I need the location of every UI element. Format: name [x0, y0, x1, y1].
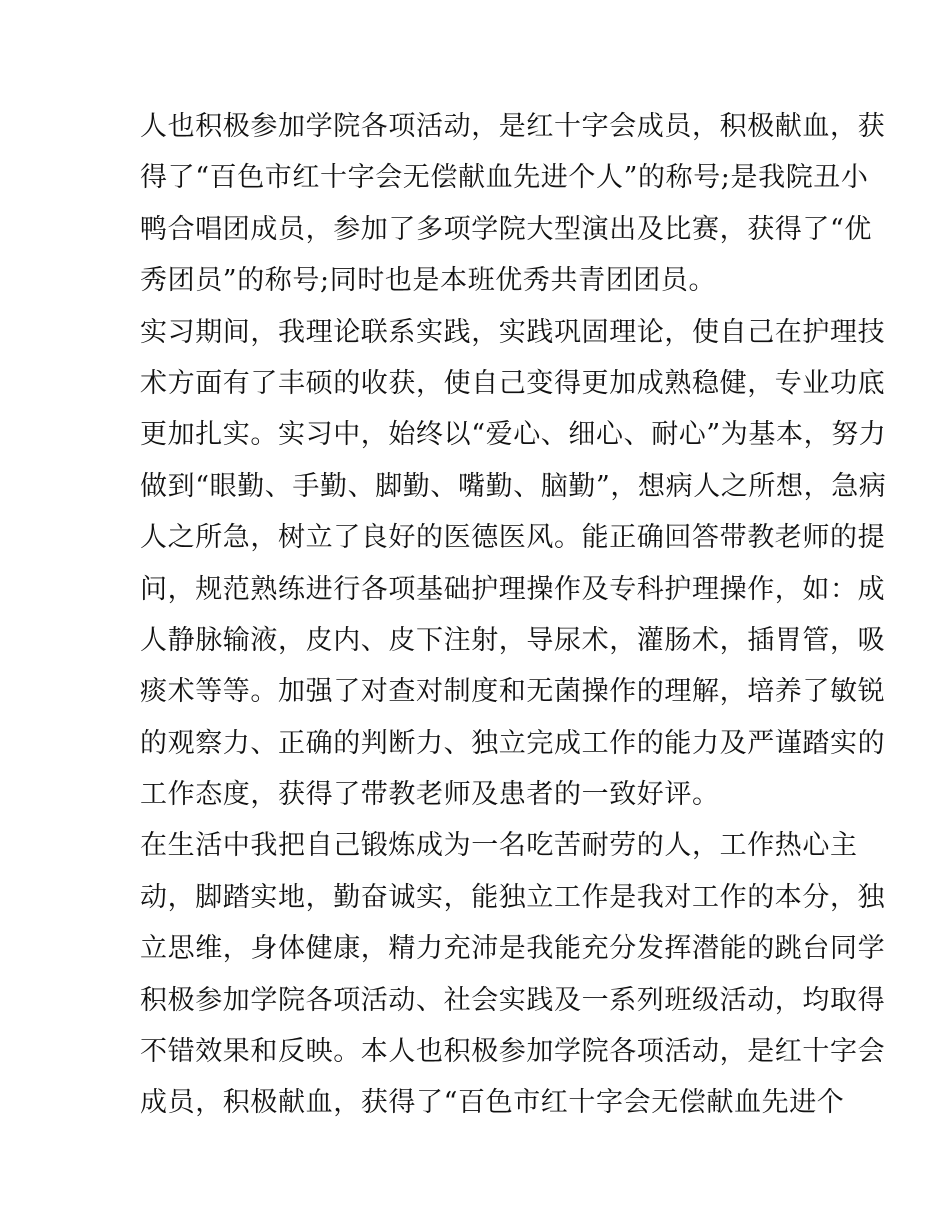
- text-line: 秀团员”的称号;同时也是本班优秀共青团团员。: [140, 265, 717, 297]
- text-line: 问，规范熟练进行各项基础护理操作及专科护理操作，如：成: [140, 573, 886, 605]
- text-line: 人也积极参加学院各项活动，是红十字会成员，积极献血，获: [140, 111, 886, 142]
- text-line: 动，脚踏实地，勤奋诚实，能独立工作是我对工作的本分，独: [140, 881, 886, 913]
- text-line: 人之所急，树立了良好的医德医风。能正确回答带教老师的提: [140, 522, 886, 554]
- text-line: 工作态度，获得了带教老师及患者的一致好评。: [140, 779, 720, 811]
- text-line: 更加扎实。实习中，始终以“爱心、细心、耐心”为基本，努力: [140, 419, 887, 451]
- text-line: 鸭合唱团成员，参加了多项学院大型演出及比赛，获得了“优: [140, 213, 873, 245]
- text-line: 在生活中我把自己锻炼成为一名吃苦耐劳的人，工作热心主: [140, 830, 858, 862]
- text-line: 实习期间，我理论联系实践，实践巩固理论，使自己在护理技: [140, 316, 886, 348]
- text-line: 做到“眼勤、手勤、脚勤、嘴勤、脑勤”，想病人之所想，急病: [140, 470, 887, 502]
- text-line: 人静脉输液，皮内、皮下注射，导尿术，灌肠术，插胃管，吸: [140, 624, 886, 656]
- text-line: 术方面有了丰硕的收获，使自己变得更加成熟稳健，专业功底: [140, 367, 886, 399]
- body-text: [140, 101, 887, 1129]
- text-line: 不错效果和反映。本人也积极参加学院各项活动，是红十字会: [140, 1036, 886, 1068]
- text-line: 的观察力、正确的判断力、独立完成工作的能力及严谨踏实的: [140, 727, 886, 759]
- text-line: 得了“百色市红十字会无偿献血先进个人”的称号;是我院丑小: [140, 162, 869, 194]
- text-line: 立思维，身体健康，精力充沛是我能充分发挥潜能的跳台同学: [140, 933, 886, 965]
- text-line: 成员，积极献血，获得了“百色市红十字会无偿献血先进个: [140, 1087, 845, 1119]
- text-line: 痰术等等。加强了对查对制度和无菌操作的理解，培养了敏锐: [140, 676, 886, 708]
- text-line: 积极参加学院各项活动、社会实践及一系列班级活动，均取得: [140, 984, 886, 1016]
